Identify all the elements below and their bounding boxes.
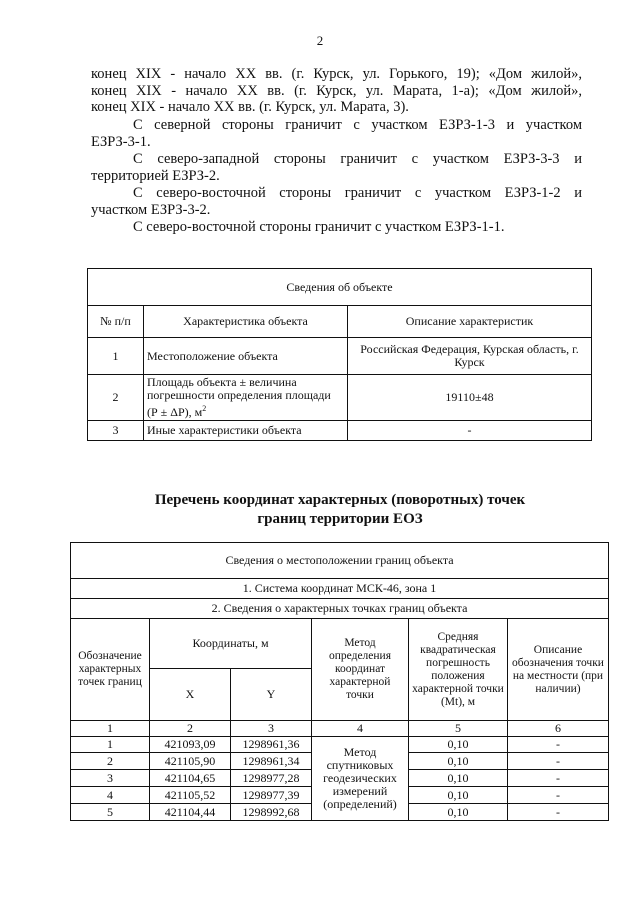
points-title: 2. Сведения о характерных точках границ объекта bbox=[71, 599, 609, 619]
cell-point: 5 bbox=[71, 804, 150, 821]
cell-y: 1298992,68 bbox=[231, 804, 312, 821]
column-number: 5 bbox=[409, 721, 508, 737]
cell-point: 4 bbox=[71, 787, 150, 804]
column-number: 1 bbox=[71, 721, 150, 737]
text-line: конец XIX - начало XX вв. (г. Курск, ул. Горького, 19); «Дом жилой», bbox=[91, 66, 582, 82]
cell-point: 3 bbox=[71, 770, 150, 787]
cell-point-description: - bbox=[508, 737, 609, 753]
paragraph-3 bbox=[91, 151, 582, 184]
cell-characteristic bbox=[144, 375, 348, 421]
table-row bbox=[88, 338, 592, 375]
cell-x: 421104,44 bbox=[150, 804, 231, 821]
cell-y: 1298961,36 bbox=[231, 737, 312, 753]
header-designation: Обозначение характерных точек границ bbox=[71, 619, 150, 721]
text-line: конец XIX - начало XX вв. (г. Курск, ул. Марата, 3). bbox=[91, 99, 409, 115]
header-coordinates: Координаты, м bbox=[150, 619, 312, 669]
text-line: С северо-западной стороны граничит с участком ЕЗРЗ-3-3 и bbox=[133, 151, 582, 167]
cell-point-description: - bbox=[508, 770, 609, 787]
header-point-description: Описание обозначения точки на местности (при наличии) bbox=[508, 619, 609, 721]
table-row bbox=[88, 375, 592, 421]
paragraph-1 bbox=[91, 66, 582, 116]
cell-description: Российская Федерация, Курская область, г. Курск bbox=[348, 338, 592, 375]
area-label: Площадь объекта ± величина погрешности определения площади (Р ± ΔР), м bbox=[147, 375, 331, 419]
cell-error: 0,10 bbox=[409, 770, 508, 787]
heading-line: Перечень координат характерных (поворотных) точек bbox=[154, 492, 526, 508]
object-info-table bbox=[87, 268, 592, 441]
cell-error: 0,10 bbox=[409, 753, 508, 770]
paragraph-2 bbox=[91, 117, 582, 150]
cell-x: 421105,52 bbox=[150, 787, 231, 804]
cell-y: 1298977,28 bbox=[231, 770, 312, 787]
cell-characteristic: Местоположение объекта bbox=[144, 338, 348, 375]
header-y: Y bbox=[231, 669, 312, 721]
text-line: С северо-восточной стороны граничит с участком ЕЗРЗ-1-2 и bbox=[133, 185, 582, 201]
header-error: Средняя квадратическая погрешность положения характерной точки (Mt), м bbox=[409, 619, 508, 721]
text-line: ЕЗРЗ-3-1. bbox=[91, 133, 151, 150]
cell-number: 1 bbox=[88, 338, 144, 375]
column-number: 6 bbox=[508, 721, 609, 737]
cell-point: 1 bbox=[71, 737, 150, 753]
page-number: 2 bbox=[316, 33, 324, 48]
column-number: 3 bbox=[231, 721, 312, 737]
header-description: Описание характеристик bbox=[348, 306, 592, 338]
heading-line: границ территории ЕОЗ bbox=[257, 511, 423, 527]
paragraph-4 bbox=[91, 185, 582, 218]
text-line: конец XIX - начало XX вв. (г. Курск, ул. Марата, 1-а); «Дом жилой», bbox=[91, 82, 582, 99]
cell-number: 2 bbox=[88, 375, 144, 421]
table-row bbox=[71, 737, 609, 753]
text-line: С северной стороны граничит с участком ЕЗРЗ-1-3 и участком bbox=[133, 117, 582, 133]
column-number: 2 bbox=[150, 721, 231, 737]
header-method: Метод определения координат характерной точки bbox=[312, 619, 409, 721]
table-row bbox=[88, 421, 592, 441]
coordinate-system: 1. Система координат МСК-46, зона 1 bbox=[71, 579, 609, 599]
cell-x: 421093,09 bbox=[150, 737, 231, 753]
header-number: № п/п bbox=[88, 306, 144, 338]
section-heading bbox=[0, 491, 640, 529]
header-characteristic: Характеристика объекта bbox=[144, 306, 348, 338]
cell-point: 2 bbox=[71, 753, 150, 770]
cell-point-description: - bbox=[508, 787, 609, 804]
text-line: участком ЕЗРЗ-3-2. bbox=[91, 201, 211, 218]
cell-error: 0,10 bbox=[409, 787, 508, 804]
coordinates-table bbox=[70, 542, 609, 821]
column-number: 4 bbox=[312, 721, 409, 737]
paragraph-5 bbox=[91, 219, 582, 236]
column-numbers-row bbox=[71, 721, 609, 737]
cell-y: 1298961,34 bbox=[231, 753, 312, 770]
coords-table-title: Сведения о местоположении границ объекта bbox=[71, 543, 609, 579]
cell-x: 421105,90 bbox=[150, 753, 231, 770]
cell-y: 1298977,39 bbox=[231, 787, 312, 804]
text-line: территорией ЕЗРЗ-2. bbox=[91, 167, 220, 184]
cell-error: 0,10 bbox=[409, 737, 508, 753]
text-line: С северо-восточной стороны граничит с участком ЕЗРЗ-1-1. bbox=[133, 219, 505, 235]
superscript: 2 bbox=[202, 404, 207, 413]
cell-x: 421104,65 bbox=[150, 770, 231, 787]
cell-number: 3 bbox=[88, 421, 144, 441]
object-table-title: Сведения об объекте bbox=[88, 269, 592, 306]
cell-method: Метод спутниковых геодезических измерений (определений) bbox=[312, 737, 409, 821]
cell-error: 0,10 bbox=[409, 804, 508, 821]
cell-characteristic: Иные характеристики объекта bbox=[144, 421, 348, 441]
cell-point-description: - bbox=[508, 753, 609, 770]
cell-description: 19110±48 bbox=[348, 375, 592, 421]
header-x: X bbox=[150, 669, 231, 721]
cell-point-description: - bbox=[508, 804, 609, 821]
cell-description: - bbox=[348, 421, 592, 441]
